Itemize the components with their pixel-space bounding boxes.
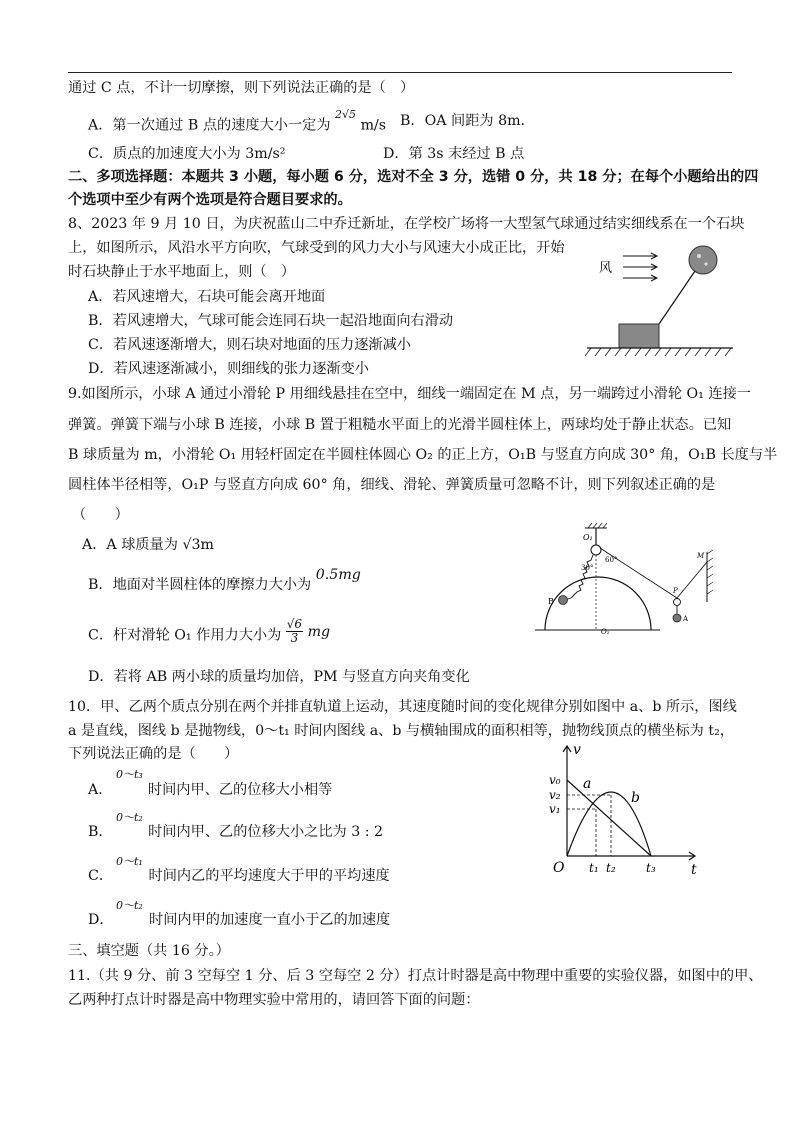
q10-stem-line3: 下列说法正确的是（ ） xyxy=(68,746,239,762)
q7-option-a-text: A．第一次通过 B 点的速度大小一定为 xyxy=(88,117,331,134)
label-b: b xyxy=(631,790,640,806)
label-30deg: 30° xyxy=(581,564,594,572)
q9-option-b xyxy=(88,567,361,595)
label-t3: t₃ xyxy=(646,861,656,875)
ball-b xyxy=(559,596,568,605)
q9-option-c-text: C．杆对滑轮 O₁ 作用力大小为 xyxy=(88,627,282,644)
q7-option-a-value: 2√5 xyxy=(335,108,357,121)
wall-hatch xyxy=(707,550,713,594)
label-a: a xyxy=(583,776,592,792)
q10-option-a: A． 时间内甲、乙的位移大小相等 xyxy=(88,782,333,798)
label-v: v xyxy=(573,742,581,758)
q10-stem-line1: 10．甲、乙两个质点分别在两个并排直轨道上运动，其速度随时间的变化规律分别如图中 a、b 所示，图线 xyxy=(68,699,737,715)
label-t2: t₂ xyxy=(606,861,616,875)
q10-option-d-range: 0～t₂ xyxy=(116,899,143,912)
spring xyxy=(571,555,593,598)
fraction-denominator: 3 xyxy=(290,631,299,645)
ball-a xyxy=(673,614,681,622)
pulley-o1 xyxy=(591,545,601,555)
q11-stem-line1: 11.（共 9 分、前 3 空每空 1 分、后 3 空每空 2 分）打点计时器是高中物理中重要的实验仪器，如图中的甲、 xyxy=(68,968,763,984)
balloon xyxy=(689,246,717,274)
label-origin: O xyxy=(553,860,565,876)
label-v1: v₁ xyxy=(549,802,561,816)
ground-hatch xyxy=(585,348,731,356)
label-v0: v₀ xyxy=(549,773,561,787)
label-v2: v₂ xyxy=(549,788,561,802)
label-o1: O₁ xyxy=(583,533,593,542)
wind-label: 风 xyxy=(599,261,613,276)
q9-option-c xyxy=(88,617,331,649)
q8-stem-line1: 8、2023 年 9 月 10 日，为庆祝蓝山二中乔迁新址，在学校广场将一大型氢气球通过结实细线系在一个石块 xyxy=(68,216,745,232)
wind-arrows xyxy=(623,253,657,281)
balloon-highlight xyxy=(704,262,707,265)
q8-option-a: A．若风速增大，石块可能会离开地面 xyxy=(88,289,326,305)
q9-option-b-text: B．地面对半圆柱体的摩擦力大小为 xyxy=(88,577,312,593)
q10-option-b: B． 时间内甲、乙的位移大小之比为 3 : 2 xyxy=(88,824,384,840)
section3-heading: 三、填空题（共 16 分。） xyxy=(68,943,230,959)
q7-option-d: D．第 3s 末经过 B 点 xyxy=(383,146,525,162)
q7-option-a xyxy=(88,108,387,136)
q9-stem-line4: 圆柱体半径相等，O₁P 与竖直方向成 60° 角，细线、滑轮、弹簧质量可忽略不计，则下列叙述正确的是 xyxy=(68,477,716,493)
q10-option-c: C． 时间内乙的平均速度大于甲的平均速度 xyxy=(88,868,390,884)
q9-stem-line1: 9.如图所示，小球 A 通过小滑轮 P 用细线悬挂在空中，细线一端固定在 M 点，另一端跨过小滑轮 O₁ 连接一 xyxy=(68,386,751,402)
q10-option-c-range: 0～t₁ xyxy=(116,855,143,868)
q7-option-c: C．质点的加速度大小为 3m/s² xyxy=(88,146,286,162)
q9-option-d: D．若将 AB 两小球的质量均加倍，PM 与竖直方向夹角变化 xyxy=(88,669,470,685)
q11-stem-line2: 乙两种打点计时器是高中物理实验中常用的，请回答下面的问题： xyxy=(68,992,480,1008)
label-t1: t₁ xyxy=(589,861,599,875)
q9-option-a: A．A 球质量为 √3m xyxy=(82,537,214,553)
q7-option-b: B．OA 间距为 8m. xyxy=(400,113,526,129)
balloon-highlight xyxy=(697,254,701,258)
label-60deg: 60° xyxy=(605,556,618,564)
label-t: t xyxy=(691,862,697,878)
section2-heading-line2: 个选项中至少有两个选项是符合题目要求的。 xyxy=(68,192,352,208)
pulley-p xyxy=(674,599,681,606)
q8-stem-line3: 时石块静止于水平地面上，则（ ） xyxy=(68,264,296,280)
q8-option-d: D．若风速逐渐减小，则细线的张力逐渐变小 xyxy=(88,361,369,377)
label-p: P xyxy=(673,587,678,595)
q8-figure-balloon xyxy=(585,240,735,360)
q9-option-c-fraction xyxy=(286,618,303,645)
q9-stem-line5: （ ） xyxy=(72,507,129,523)
section2-heading-line1: 二、多项选择题：本题共 3 小题，每小题 6 分，选对不全 3 分，选错 0 分，共 18 分；在每个小题给出的四 xyxy=(68,169,759,185)
q9-option-c-tail: mg xyxy=(307,623,331,640)
q8-option-c: C．若风速逐渐增大，则石块对地面的压力逐渐减小 xyxy=(88,337,411,353)
q7-stem-tail: 通过 C 点，不计一切摩擦，则下列说法正确的是（ ） xyxy=(68,80,415,96)
q10-figure-vt-graph xyxy=(545,740,705,880)
string xyxy=(659,271,695,324)
guide-lines xyxy=(567,795,611,856)
q7-option-a-unit: m/s xyxy=(360,117,387,134)
q9-stem-line2: 弹簧。弹簧下端与小球 B 连接，小球 B 置于粗糙水平面上的光滑半圆柱体上，两球均处于静止状态。已知 xyxy=(68,417,732,433)
q9-option-b-value: 0.5mg xyxy=(315,567,361,583)
q10-option-d: D． 时间内甲的加速度一直小于乙的加速度 xyxy=(88,912,391,928)
fraction-numerator: √6 xyxy=(286,617,303,631)
label-b: B xyxy=(548,597,554,606)
string-o1-p xyxy=(600,548,677,598)
q10-option-b-range: 0～t₂ xyxy=(116,811,143,824)
label-a: A xyxy=(683,615,689,623)
q9-figure-pulley xyxy=(535,522,720,644)
q8-option-b: B．若风速增大，气球可能会连同石块一起沿地面向右滑动 xyxy=(88,313,454,329)
q10-option-a-range: 0～t₃ xyxy=(116,768,143,781)
label-o2: O₂ xyxy=(601,628,610,636)
string-p-m xyxy=(677,562,707,598)
header-rule xyxy=(68,72,732,73)
label-m: M xyxy=(697,552,705,560)
stone xyxy=(619,324,659,348)
q9-stem-line3: B 球质量为 m，小滑轮 O₁ 用轻杆固定在半圆柱体圆心 O₂ 的正上方，O₁B 与竖直方向成 30° 角，O₁B 长度与半 xyxy=(68,447,778,463)
q8-stem-line2: 上，如图所示，风沿水平方向吹，气球受到的风力大小与风速大小成正比，开始 xyxy=(68,240,565,256)
ceiling-hatch xyxy=(588,523,607,528)
q10-stem-line2: a 是直线，图线 b 是抛物线，0～t₁ 时间内图线 a、b 与横轴围成的面积相等，抛物线顶点的横坐标为 t₂， xyxy=(68,723,734,739)
